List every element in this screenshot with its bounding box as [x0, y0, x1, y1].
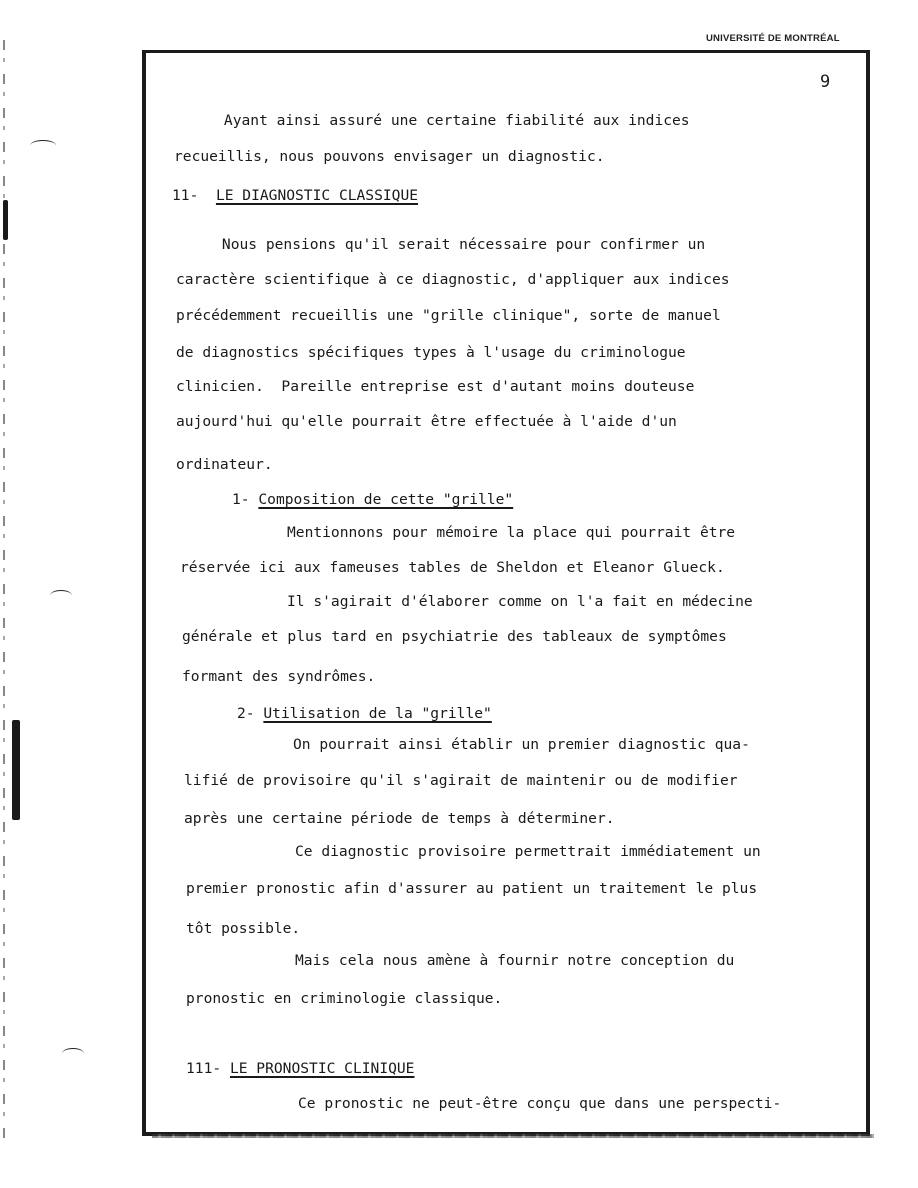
subsection-number: 1-: [232, 491, 250, 508]
body-line: Nous pensions qu'il serait nécessaire pour confirmer un: [178, 236, 706, 253]
section-title: LE DIAGNOSTIC CLASSIQUE: [215, 187, 419, 204]
body-line: Ce diagnostic provisoire permettrait immédiatement un: [295, 843, 761, 860]
page-frame-shadow: [152, 1134, 874, 1138]
punch-hole-mark: [30, 140, 56, 151]
body-line: ordinateur.: [176, 456, 273, 473]
punch-hole-mark: [50, 590, 72, 601]
subsection-title: Composition de cette "grille": [258, 491, 514, 508]
body-line: caractère scientifique à ce diagnostic, d'appliquer aux indices: [176, 271, 730, 288]
punch-hole-mark: [62, 1048, 84, 1059]
scan-binding-mark: [12, 720, 20, 820]
body-line: Ce pronostic ne peut-être conçu que dans une perspecti-: [298, 1095, 782, 1112]
body-line: On pourrait ainsi établir un premier diagnostic qua-: [293, 736, 750, 753]
section-title: LE PRONOSTIC CLINIQUE: [229, 1060, 415, 1077]
body-line: après une certaine période de temps à déterminer.: [184, 810, 615, 827]
body-line: formant des syndrômes.: [182, 668, 376, 685]
body-line: pronostic en criminologie classique.: [186, 990, 503, 1007]
subsection-heading-utilisation: [237, 705, 492, 723]
subsection-heading-composition: [232, 491, 513, 509]
section-number: 11-: [172, 187, 199, 204]
section-heading-diagnostic: [172, 187, 418, 205]
body-line: de diagnostics spécifiques types à l'usage du criminologue: [176, 344, 686, 361]
body-line: aujourd'hui qu'elle pourrait être effectuée à l'aide d'un: [176, 413, 677, 430]
body-line: précédemment recueillis une "grille clinique", sorte de manuel: [176, 307, 721, 324]
body-line: Ayant ainsi assuré une certaine fiabilité aux indices: [180, 112, 690, 129]
body-line: réservée ici aux fameuses tables de Sheldon et Eleanor Glueck.: [180, 559, 725, 576]
subsection-number: 2-: [237, 705, 255, 722]
body-line: lifié de provisoire qu'il s'agirait de maintenir ou de modifier: [184, 772, 738, 789]
body-line: tôt possible.: [186, 920, 301, 937]
body-line: clinicien. Pareille entreprise est d'autant moins douteuse: [176, 378, 695, 395]
body-line: Mais cela nous amène à fournir notre conception du: [295, 952, 735, 969]
institution-header: UNIVERSITÉ DE MONTRÉAL: [706, 33, 840, 44]
section-number: 111-: [186, 1060, 222, 1077]
body-line: premier pronostic afin d'assurer au patient un traitement le plus: [186, 880, 758, 897]
body-line: Mentionnons pour mémoire la place qui pourrait être: [287, 524, 736, 541]
body-line: générale et plus tard en psychiatrie des tableaux de symptômes: [182, 628, 727, 645]
body-line: recueillis, nous pouvons envisager un diagnostic.: [174, 148, 605, 165]
body-line: Il s'agirait d'élaborer comme on l'a fait en médecine: [287, 593, 753, 610]
page-number: 9: [820, 72, 831, 92]
subsection-title: Utilisation de la "grille": [263, 705, 492, 722]
scan-binding-mark: [3, 200, 8, 240]
section-heading-pronostic: [186, 1060, 414, 1078]
